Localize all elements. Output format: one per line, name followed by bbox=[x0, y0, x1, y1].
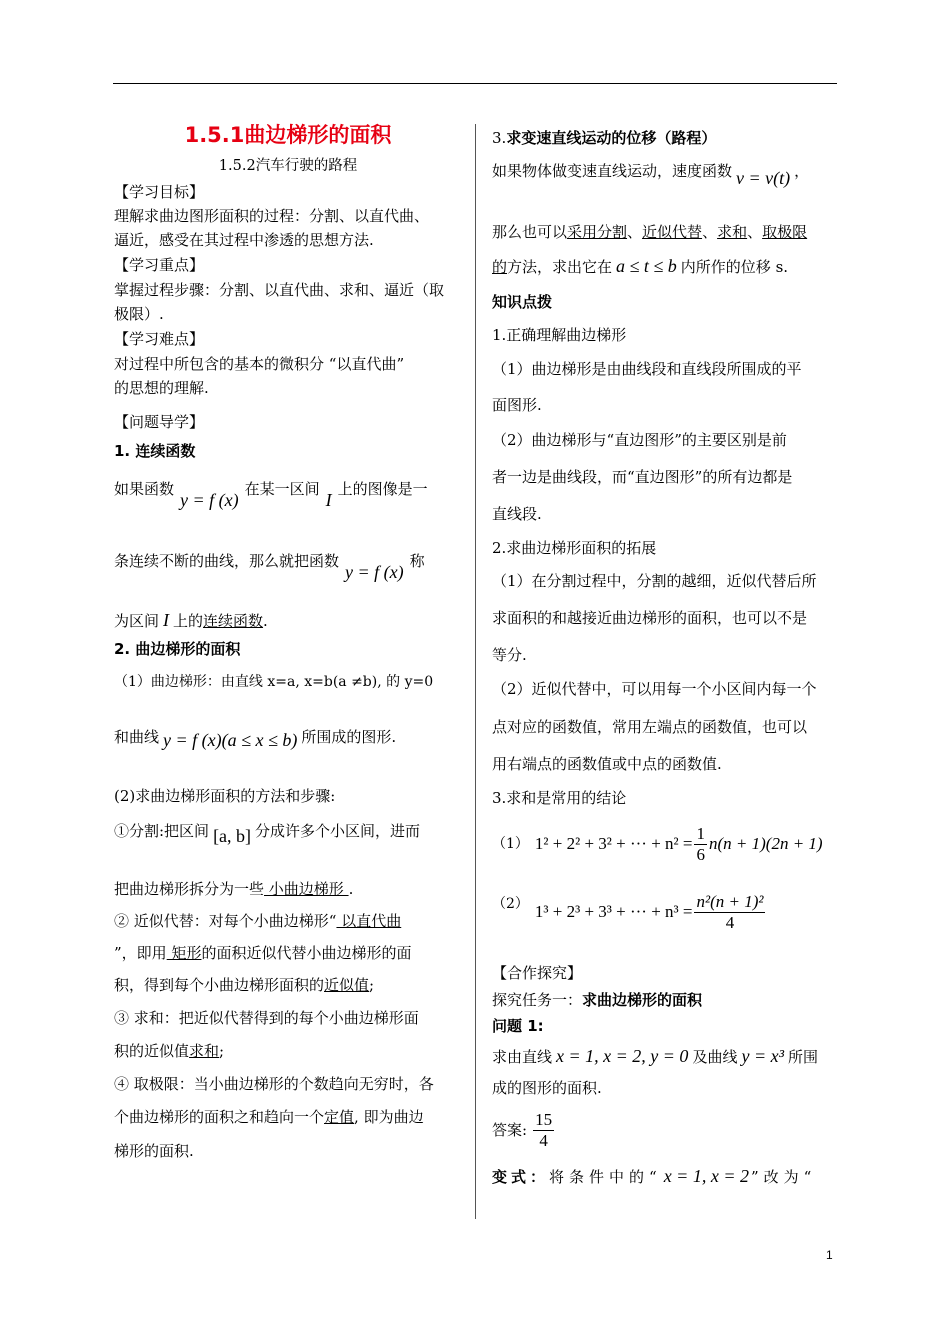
section-2-step-4: ④ 取极限：当小曲边梯形的个数趋向无穷时，各 bbox=[114, 1075, 434, 1093]
keypoints-line-2: 极限）. bbox=[114, 305, 164, 323]
keypoints-line-1: 掌握过程步骤：分割、以直代曲、求和、逼近（取 bbox=[114, 281, 445, 299]
section-2-para-1: （1）曲边梯形：由直线 x=a, x=b(a ≠b), 的 y=0 bbox=[114, 674, 434, 690]
objectives-heading: 【学习目标】 bbox=[114, 183, 205, 201]
question-1-line-1: 求由直线 x = 1, x = 2, y = 0 及曲线 y = x³ 所围 bbox=[492, 1046, 818, 1066]
term-small-trapezoid: 小曲边梯形 bbox=[264, 880, 349, 898]
section-2-step-2-end: 积，得到每个小曲边梯形面积的近似值; bbox=[114, 976, 375, 994]
math-curve-cubic: y = x³ bbox=[741, 1046, 784, 1066]
kp-1-2-line-1: （2）曲边梯形与“直边图形”的主要区别是前 bbox=[492, 431, 787, 449]
section-2-step-1-cont: 把曲边梯形拆分为一些 小曲边梯形 . bbox=[114, 880, 354, 898]
formula-sum-of-squares: （1） 1² + 2² + 3² + ··· + n² = $\frac{1}{6}$ n(n + 1)(2n + 1) bbox=[492, 823, 823, 864]
kp-2-heading: 2.求曲边梯形面积的拓展 bbox=[492, 539, 657, 557]
objectives-line-2: 逼近，感受在其过程中渗透的思想方法. bbox=[114, 231, 374, 249]
guide-heading: 【问题导学】 bbox=[114, 413, 205, 431]
difficulty-heading: 【学习难点】 bbox=[114, 330, 205, 348]
section-1-para-line-1: 如果函数y = f (x)在某一区间I上的图像是一 bbox=[114, 480, 428, 510]
task-1-heading: 探究任务一：求曲边梯形的面积 bbox=[492, 991, 703, 1009]
term-partition: 采用分割 bbox=[567, 223, 628, 241]
question-1-heading: 问题 1: bbox=[492, 1017, 544, 1035]
difficulty-line-1: 对过程中所包含的基本的微积分 “以直代曲” bbox=[114, 355, 405, 373]
kp-2-1-line-2: 求面积的和越接近曲边梯形的面积，也可以不是 bbox=[492, 609, 808, 627]
kp-1-1-line-1: （1）曲边梯形是由曲线段和直线段所围成的平 bbox=[492, 360, 802, 378]
kp-1-1-line-2: 面图形. bbox=[492, 396, 542, 414]
section-3-para-3: 的方法，求出它在 a ≤ t ≤ b 内所作的位移 s. bbox=[492, 256, 789, 276]
math-interval-I: I bbox=[325, 490, 332, 510]
header-rule bbox=[113, 83, 837, 84]
formula-sum-of-cubes: （2） 1³ + 2³ + 3³ + ··· + n³ = $\frac{\text{n²(n + 1)²}}{4}$ bbox=[492, 891, 764, 932]
variant-line: 变式：将条件中的“ x = 1, x = 2 ”改为“ bbox=[492, 1166, 817, 1186]
answer-1: 答案: $\frac{15}{4}$ bbox=[492, 1109, 553, 1150]
answer-fraction: $\frac{15}{4}$ bbox=[535, 1109, 553, 1150]
section-2-para-2: 和曲线 y = f (x)(a ≤ x ≤ b) 所围成的图形. bbox=[114, 728, 397, 750]
section-1-heading: 1. 连续函数 bbox=[114, 442, 196, 460]
kp-2-2-line-1: （2）近似代替中，可以用每一个小区间内每一个 bbox=[492, 680, 817, 698]
math-velocity-function: v = v(t) bbox=[736, 168, 791, 188]
math-interval-I: I bbox=[163, 610, 170, 630]
term-approximate: 近似代替 bbox=[642, 223, 703, 241]
term-fixed-value: 定值 bbox=[324, 1108, 355, 1126]
section-3-para-2: 那么也可以采用分割、近似代替、求和、取极限 bbox=[492, 223, 808, 241]
term-sum: 求和 bbox=[717, 223, 748, 241]
difficulty-line-2: 的思想的理解. bbox=[114, 379, 209, 397]
kp-3-heading: 3.求和是常用的结论 bbox=[492, 789, 627, 807]
lesson-subtitle: 1.5.2汽车行驶的路程 bbox=[218, 158, 358, 174]
term-approximation: 近似值 bbox=[324, 976, 370, 994]
kp-1-heading: 1.正确理解曲边梯形 bbox=[492, 326, 627, 344]
section-2-para-3: (2)求曲边梯形面积的方法和步骤: bbox=[114, 787, 336, 805]
objectives-line-1: 理解求曲边图形面积的过程：分割、以直代曲、 bbox=[114, 207, 430, 225]
kp-2-1-line-1: （1）在分割过程中，分割的越细，近似代替后所 bbox=[492, 572, 817, 590]
math-time-range: a ≤ t ≤ b bbox=[616, 256, 677, 276]
lesson-title: 1.5.1曲边梯形的面积 bbox=[184, 123, 392, 147]
cooperation-heading: 【合作探究】 bbox=[492, 964, 583, 982]
section-2-step-2: ② 近似代替：对每个小曲边梯形“ 以直代曲 bbox=[114, 912, 402, 930]
keypoints-heading: 【学习重点】 bbox=[114, 256, 205, 274]
term-rectangle: 矩形 bbox=[166, 944, 202, 962]
section-2-step-1: ①分割:把区间 [a, b] 分成许多个小区间，进而 bbox=[114, 822, 421, 846]
kp-1-2-line-2: 者一边是曲线段，而“直边图形”的所有边都是 bbox=[492, 468, 793, 486]
question-1-line-2: 成的图形的面积. bbox=[492, 1079, 602, 1097]
section-1-para-line-2: 条连续不断的曲线，那么就把函数y = f (x)称 bbox=[114, 552, 425, 582]
kp-2-2-line-3: 用右端点的函数值或中点的函数值. bbox=[492, 755, 722, 773]
math-interval-ab: [a, b] bbox=[213, 826, 252, 846]
math-boundary-lines: x = 1, x = 2, y = 0 bbox=[556, 1046, 689, 1066]
term-summation: 求和 bbox=[189, 1042, 220, 1060]
column-divider bbox=[475, 124, 476, 1219]
math-y-equals-fx: y = f (x) bbox=[345, 562, 404, 582]
math-curve-domain: y = f (x)(a ≤ x ≤ b) bbox=[163, 730, 298, 750]
section-2-step-4-cont: 个曲边梯形的面积之和趋向一个定值, 即为曲边 bbox=[114, 1108, 424, 1126]
section-1-para-line-3: 为区间 I 上的连续函数. bbox=[114, 610, 268, 630]
section-3-para-1: 如果物体做变速直线运动，速度函数 v = v(t) ， bbox=[492, 162, 810, 188]
section-3-heading: 3.求变速直线运动的位移（路程） bbox=[492, 129, 717, 147]
kp-1-2-line-3: 直线段. bbox=[492, 505, 542, 523]
term-continuous-function: 连续函数 bbox=[203, 612, 264, 630]
section-2-step-4-end: 梯形的面积. bbox=[114, 1142, 194, 1160]
section-2-step-3-cont: 积的近似值求和; bbox=[114, 1042, 225, 1060]
knowledge-points-heading: 知识点拨 bbox=[492, 293, 553, 311]
term-limit: 取极限 bbox=[762, 223, 808, 241]
page-number: 1 bbox=[826, 1248, 833, 1262]
section-2-heading: 2. 曲边梯形的面积 bbox=[114, 640, 241, 658]
math-y-equals-fx: y = f (x) bbox=[180, 490, 239, 510]
kp-2-2-line-2: 点对应的函数值，常用左端点的函数值，也可以 bbox=[492, 718, 808, 736]
term-straight-for-curve: 以直代曲 bbox=[336, 912, 402, 930]
section-2-step-3: ③ 求和：把近似代替得到的每个小曲边梯形面 bbox=[114, 1009, 419, 1027]
kp-2-1-line-3: 等分. bbox=[492, 646, 527, 664]
math-variant-condition: x = 1, x = 2 bbox=[663, 1166, 749, 1186]
section-2-step-2-cont: ”，即用 矩形的面积近似代替小曲边梯形的面 bbox=[114, 944, 412, 962]
